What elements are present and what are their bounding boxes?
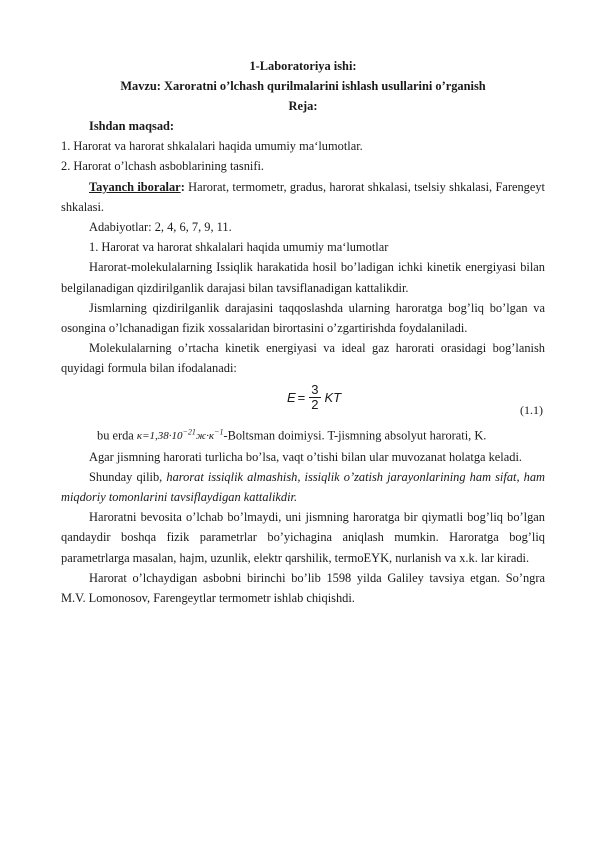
keywords-paragraph: [61, 177, 545, 217]
formula-numerator: 3: [311, 381, 319, 397]
paragraph-boltzmann: [61, 423, 545, 447]
formula-rhs: KT: [324, 389, 342, 405]
formula-lhs: E: [287, 389, 296, 405]
section-heading: 1. Harorat va harorat shkalalari haqida umumiy ma‘lumotlar: [89, 240, 389, 255]
formula-fraction: [309, 383, 320, 412]
constant-base: к=1,38·10: [136, 430, 183, 443]
paragraph-kinetic: Molekulalarning o’rtacha kinetik energiyasi va ideal gaz harorati orasidagi bog’lanish quyidagi formula bilan ifodalanadi:: [61, 341, 545, 376]
conclusion-prefix: Shunday qilib,: [89, 469, 167, 484]
plan-title: Reja:: [288, 99, 318, 113]
paragraph-measurement: Haroratni bevosita o’lchab bo’lmaydi, uni jismning haroratga bir qiymatli bog’liq bo’lgan qandaydir boshqa fizik parametrlar bo’yichagina aniqlash mumkin. Haroratga bog’liq parametrlarga masalan, hajm, uzunlik, elektr qarshilik, termoEYK, nurlanish va x.k. lar kiradi.: [61, 510, 545, 565]
keywords-label: Tayanch iboralar: [89, 179, 181, 194]
conclusion-italic: harorat issiqlik almashish, issiqlik o’zatish jarayonlarining ham sifat, ham miqdoriy tomonlarini tavsiflaydigan kattalikdir.: [61, 469, 545, 504]
plan-item-2: 2. Harorat o’lchash asboblarining tasnifi.: [61, 159, 265, 174]
topic-title: Mavzu: Xaroratni o’lchash qurilmalarini ishlash usullarini o’rganish: [120, 79, 486, 93]
formula: [287, 383, 341, 412]
references: Adabiyotlar: 2, 4, 6, 7, 9, 11.: [89, 220, 232, 235]
constant-unit: ж·к: [195, 430, 215, 443]
document-page: [61, 56, 545, 608]
formula-denominator: 2: [311, 396, 319, 412]
goal-label: Ishdan maqsad:: [89, 119, 175, 133]
keywords-colon: :: [180, 179, 185, 194]
paragraph-equilibrium: Agar jismning harorati turlicha bo’lsa, vaqt o’tishi bilan ular muvozanat holatga keladi.: [89, 449, 522, 464]
paragraph-definition: Harorat-molekulalarning Issiqlik harakatida hosil bo’ladigan ichki kinetik energiyasi bilan belgilanadigan qizdirilganlik darajasi bilan tavsiflanadigan kattalikdir.: [61, 260, 545, 295]
paragraph-conclusion: [61, 467, 545, 507]
formula-block: [61, 379, 545, 423]
keywords-text: Harorat, termometr, gradus, harorat shkalasi, tselsiy shkalasi, Farengeyt shkalasi.: [61, 179, 546, 214]
constant-unit-exponent: −1: [214, 427, 224, 437]
formula-equals: =: [297, 389, 306, 405]
boltzmann-prefix: bu erda: [97, 428, 137, 443]
paragraph-history: Harorat o’lchaydigan asbobni birinchi bo’lib 1598 yilda Galiley tavsiya etgan. So’ngra M.V. Lomonosov, Farengeytlar termometr ishlab chiqishdi.: [61, 570, 545, 605]
boltzmann-suffix: -Boltsman doimiysi. T-jismning absolyut harorati, K.: [223, 428, 487, 443]
paragraph-comparison: Jismlarning qizdirilganlik darajasini taqqoslashda ularning haroratga bog’liq bo’lgan va osongina o’lchanadigan fizik xossalaridan birortasini o’zgartirishda foydalaniladi.: [61, 300, 545, 336]
plan-item-1: 1. Harorat va harorat shkalalari haqida umumiy ma‘lumotlar.: [61, 139, 363, 154]
lab-title: 1-Laboratoriya ishi:: [249, 59, 357, 73]
constant-exponent: −21: [182, 427, 196, 437]
boltzmann-constant: [136, 427, 224, 443]
equation-number: (1.1): [520, 402, 543, 417]
